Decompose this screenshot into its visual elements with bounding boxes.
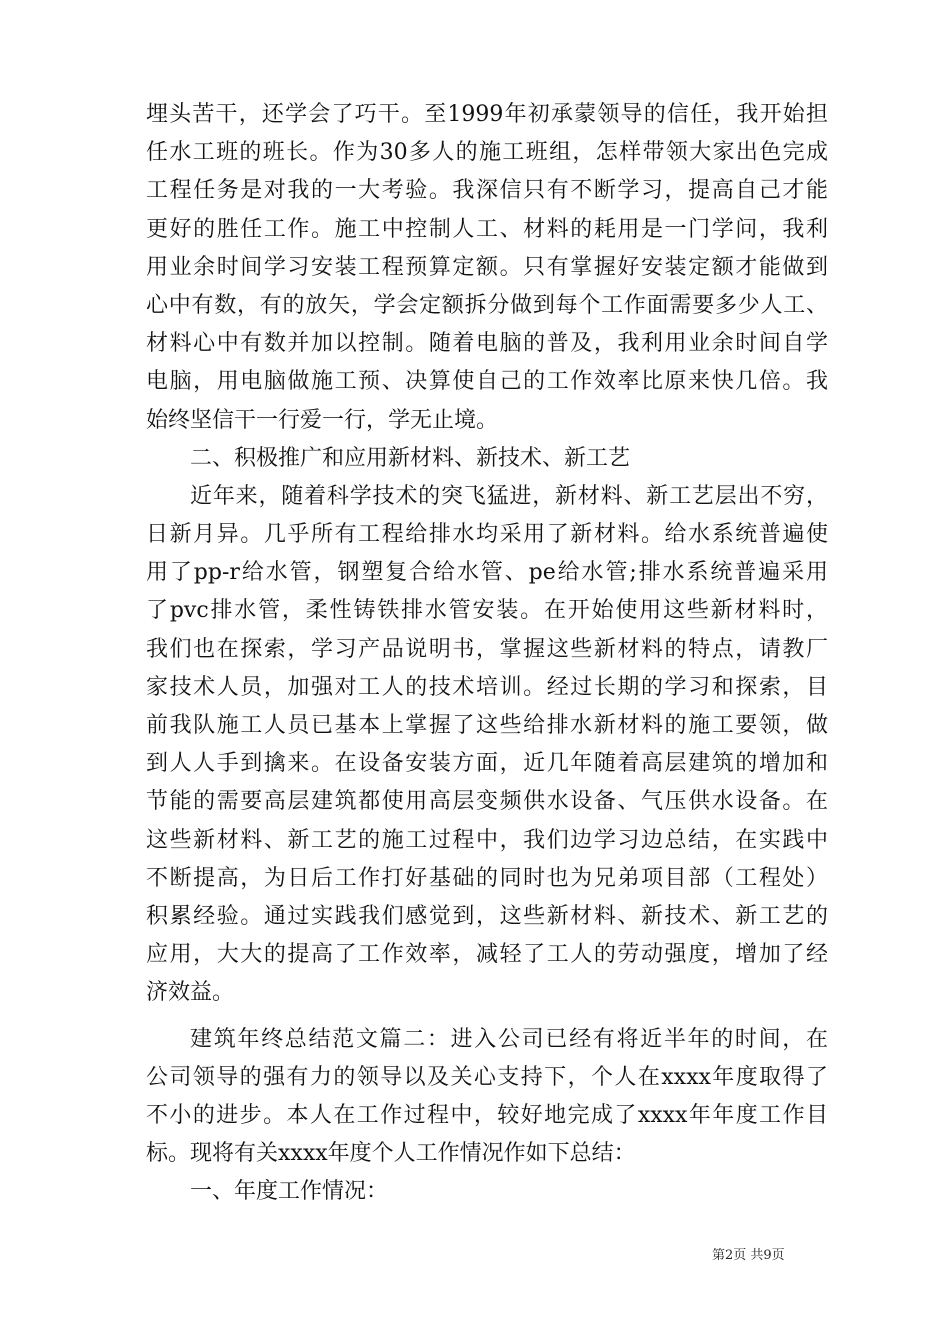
text-line: 心中有数，有的放矢，学会定额拆分做到每个工作面需要多少人工、	[146, 292, 828, 318]
paragraph	[146, 478, 828, 1013]
text-line: 公司领导的强有力的领导以及关心支持下，个人在xxxx年度取得了	[146, 1064, 828, 1090]
text-line: 这些新材料、新工艺的施工过程中，我们边学习边总结，在实践中	[146, 827, 828, 853]
heading-line: 二、积极推广和应用新材料、新技术、新工艺	[190, 445, 631, 471]
text-line: 用业余时间学习安装工程预算定额。只有掌握好安装定额才能做到	[146, 254, 828, 280]
text-line: 我们也在探索，学习产品说明书，掌握这些新材料的特点，请教厂	[146, 636, 828, 662]
section-heading	[146, 1173, 828, 1211]
text-line: 不断提高，为日后工作打好基础的同时也为兄弟项目部（工程处）	[146, 865, 828, 891]
paragraph-gap	[146, 1013, 828, 1021]
text-line: 材料心中有数并加以控制。随着电脑的普及，我利用业余时间自学	[146, 331, 828, 357]
text-line: 积累经验。通过实践我们感觉到，这些新材料、新技术、新工艺的	[146, 903, 828, 929]
text-line: 任水工班的班长。作为30多人的施工班组，怎样带领大家出色完成	[146, 140, 828, 166]
document-body	[146, 96, 828, 1211]
text-line: 近年来，随着科学技术的突飞猛进，新材料、新工艺层出不穷，	[190, 483, 828, 509]
section-heading	[146, 440, 828, 478]
text-line: 埋头苦干，还学会了巧干。至1999年初承蒙领导的信任，我开始担	[146, 102, 828, 127]
text-line: 家技术人员，加强对工人的技术培训。经过长期的学习和探索，目	[146, 674, 828, 700]
text-line: 到人人手到擒来。在设备安装方面，近几年随着高层建筑的增加和	[146, 751, 828, 777]
text-line: 日新月异。几乎所有工程给排水均采用了新材料。给水系统普遍使	[146, 522, 828, 548]
text-line: 电脑，用电脑做施工预、决算使自己的工作效率比原来快几倍。我	[146, 369, 828, 395]
text-line: 济效益。	[146, 980, 235, 1006]
text-line: 前我队施工人员已基本上掌握了这些给排水新材料的施工要领，做	[146, 713, 828, 738]
text-line: 标。现将有关xxxx年度个人工作情况作如下总结：	[146, 1141, 636, 1167]
text-line: 更好的胜任工作。施工中控制人工、材料的耗用是一门学问，我利	[146, 216, 828, 242]
text-line: 工程任务是对我的一大考验。我深信只有不断学习，提高自己才能	[146, 178, 828, 204]
page-number: 第2页 共9页	[712, 1248, 785, 1263]
paragraph	[146, 1021, 828, 1174]
text-line: 始终坚信干一行爱一行，学无止境。	[146, 407, 499, 433]
text-line: 了pvc排水管，柔性铸铁排水管安装。在开始使用这些新材料时，	[146, 598, 828, 624]
text-line: 应用，大大的提高了工作效率，减轻了工人的劳动强度，增加了经	[146, 942, 828, 968]
text-line: 节能的需要高层建筑都使用高层变频供水设备、气压供水设备。在	[146, 789, 828, 815]
text-line: 用了pp-r给水管，钢塑复合给水管、pe给水管;排水系统普遍采用	[146, 560, 828, 586]
text-line: 建筑年终总结范文篇二：进入公司已经有将近半年的时间，在	[190, 1026, 828, 1052]
heading-line: 一、年度工作情况：	[190, 1179, 389, 1205]
paragraph	[146, 96, 828, 440]
text-line: 不小的进步。本人在工作过程中，较好地完成了xxxx年年度工作目	[146, 1102, 828, 1128]
